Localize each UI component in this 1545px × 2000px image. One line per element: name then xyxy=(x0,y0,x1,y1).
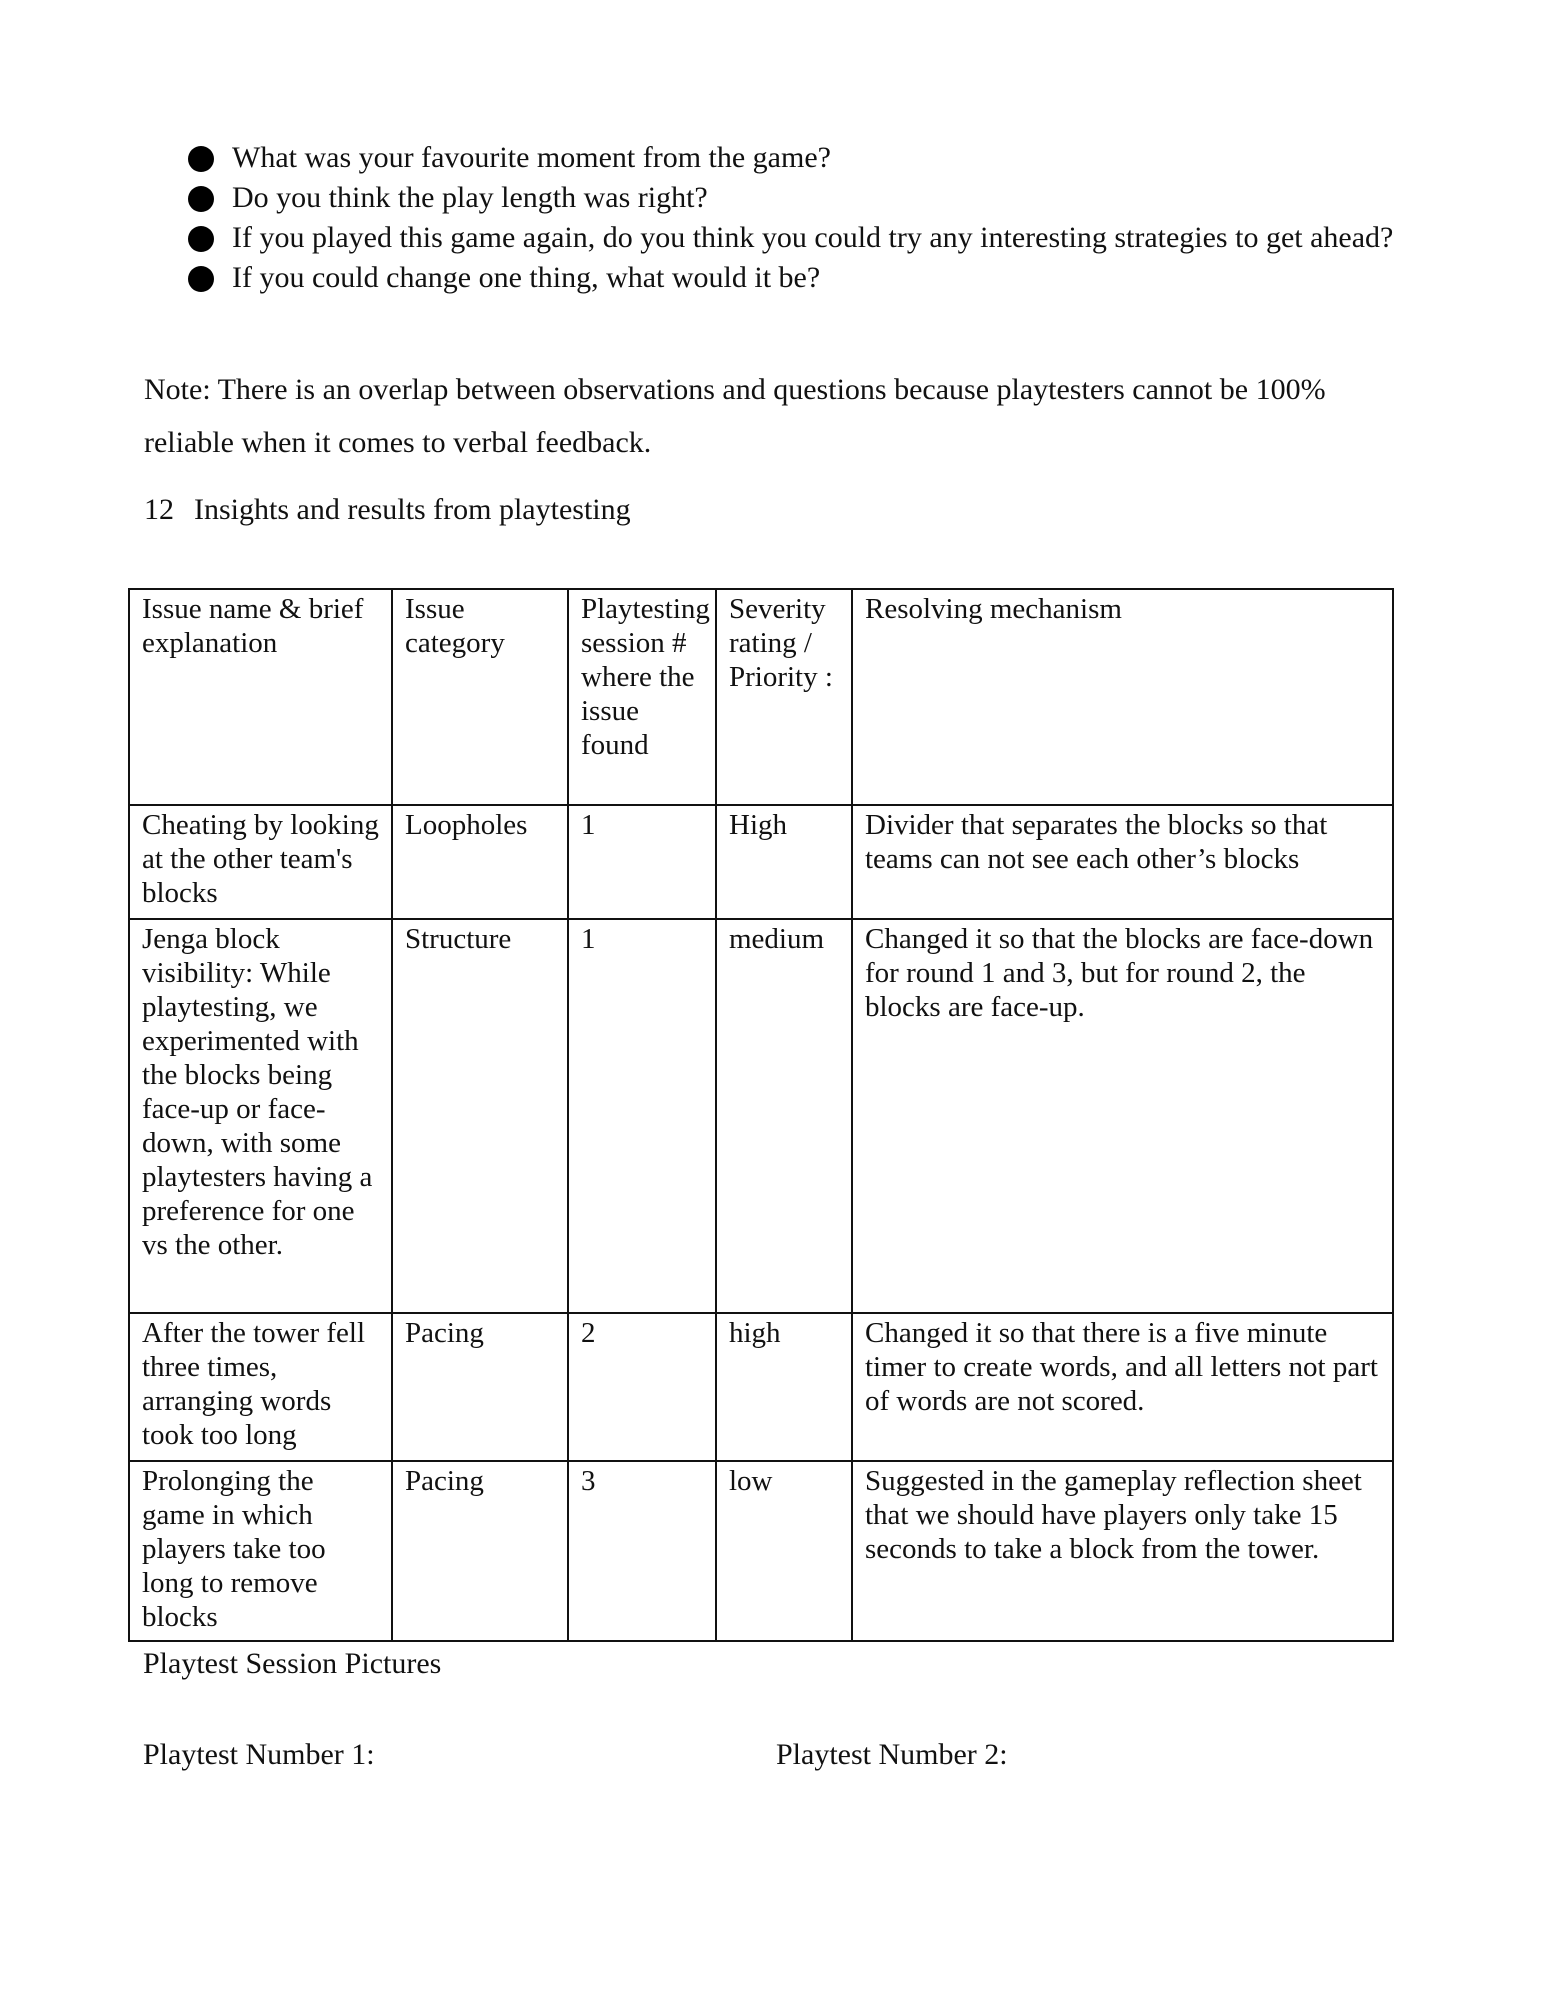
cell-severity: low xyxy=(716,1461,852,1641)
list-item: Do you think the play length was right? xyxy=(188,178,1408,218)
cell-issue: After the tower fell three times, arranging words took too long xyxy=(129,1313,392,1461)
cell-session: 1 xyxy=(568,805,716,919)
table-row xyxy=(129,1461,1393,1641)
bullet-icon xyxy=(188,186,214,212)
table-header-row xyxy=(129,589,1393,805)
header-session: Playtesting session # where the issue found xyxy=(568,589,716,805)
cell-issue: Cheating by looking at the other team's blocks xyxy=(129,805,392,919)
list-item: What was your favourite moment from the game? xyxy=(188,138,1408,178)
cell-session: 2 xyxy=(568,1313,716,1461)
cell-category: Loopholes xyxy=(392,805,568,919)
cell-session: 3 xyxy=(568,1461,716,1641)
playtest-2-label: Playtest Number 2: xyxy=(776,1738,1008,1771)
header-severity: Severity rating / Priority : xyxy=(716,589,852,805)
cell-issue: Prolonging the game in which players take too long to remove blocks xyxy=(129,1461,392,1641)
bullet-icon xyxy=(188,226,214,252)
question-list xyxy=(188,138,1408,298)
bullet-icon xyxy=(188,266,214,292)
section-number: 12 xyxy=(144,493,174,526)
cell-severity: medium xyxy=(716,919,852,1313)
cell-resolution: Divider that separates the blocks so that teams can not see each other’s blocks xyxy=(852,805,1393,919)
header-issue: Issue name & brief explanation xyxy=(129,589,392,805)
header-resolution: Resolving mechanism xyxy=(852,589,1393,805)
cell-category: Structure xyxy=(392,919,568,1313)
table-row xyxy=(129,1313,1393,1461)
table-row xyxy=(129,805,1393,919)
cell-resolution: Changed it so that the blocks are face-down for round 1 and 3, but for round 2, the blocks are face-up. xyxy=(852,919,1393,1313)
table-row xyxy=(129,919,1393,1313)
cell-resolution: Suggested in the gameplay reflection sheet that we should have players only take 15 seconds to take a block from the tower. xyxy=(852,1461,1393,1641)
pictures-heading: Playtest Session Pictures xyxy=(143,1647,442,1680)
section-title: Insights and results from playtesting xyxy=(194,493,631,526)
cell-severity: high xyxy=(716,1313,852,1461)
cell-category: Pacing xyxy=(392,1461,568,1641)
cell-category: Pacing xyxy=(392,1313,568,1461)
cell-session: 1 xyxy=(568,919,716,1313)
list-item: If you could change one thing, what would it be? xyxy=(188,258,1408,298)
header-category: Issue category xyxy=(392,589,568,805)
cell-issue: Jenga block visibility: While playtesting, we experimented with the blocks being face-up or face-down, with some playtesters having a preference for one vs the other. xyxy=(129,919,392,1313)
playtest-1-label: Playtest Number 1: xyxy=(143,1738,375,1771)
note-paragraph: Note: There is an overlap between observations and questions because playtesters cannot be 100% reliable when it comes to verbal feedback. xyxy=(144,373,1326,459)
cell-resolution: Changed it so that there is a five minute timer to create words, and all letters not part of words are not scored. xyxy=(852,1313,1393,1461)
section-heading xyxy=(144,490,631,530)
issues-table xyxy=(128,588,1394,1642)
list-item: If you played this game again, do you think you could try any interesting strategies to get ahead? xyxy=(188,218,1408,258)
cell-severity: High xyxy=(716,805,852,919)
bullet-icon xyxy=(188,146,214,172)
